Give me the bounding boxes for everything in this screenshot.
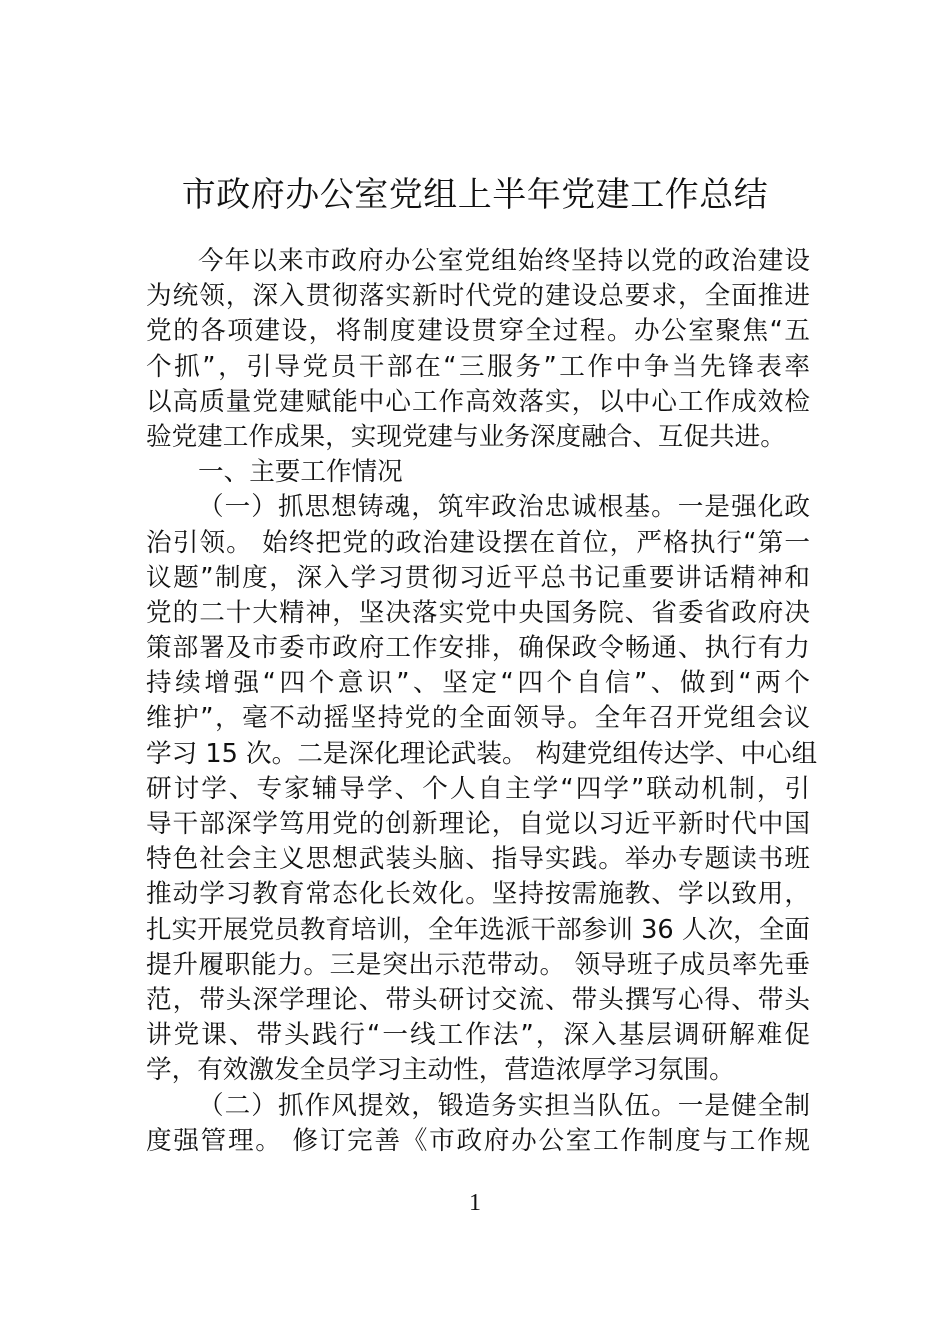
section-heading: 一、主要工作情况 [198,457,403,488]
paragraph-section1-line: 治引领。 始终把党的政治建设摆在首位，严格执行“第一 [146,527,810,558]
paragraph-section1-line: 推动学习教育常态化长效化。坚持按需施教、学以致用， [146,879,810,910]
paragraph-section1-line: 策部署及市委市政府工作安排，确保政令畅通、执行有力 [146,633,810,664]
paragraph-intro-line: 个抓”，引导党员干部在“三服务”工作中争当先锋表率 [146,351,810,382]
paragraph-section1-line: 研讨学、专家辅导学、个人自主学“四学”联动机制，引 [146,773,810,804]
paragraph-section1-line: 导干部深学笃用党的创新理论，自觉以习近平新时代中国 [146,809,810,839]
paragraph-intro-line: 党的各项建设，将制度建设贯穿全过程。办公室聚焦“五 [146,316,810,347]
page-number: 1 [469,1190,481,1216]
paragraph-section1-line: 特色社会主义思想武装头脑、指导实践。举办专题读书班 [146,844,810,875]
paragraph-intro-line: 今年以来市政府办公室党组始终坚持以党的政治建设 [198,246,810,276]
paragraph-intro-line: 为统领，深入贯彻落实新时代党的建设总要求，全面推进 [146,281,810,312]
paragraph-section1-line: （一）抓思想铸魂，筑牢政治忠诚根基。一是强化政 [198,492,810,523]
paragraph-section1-line: 提升履职能力。三是突出示范带动。 领导班子成员率先垂 [146,949,810,980]
document-title: 市政府办公室党组上半年党建工作总结 [181,175,769,215]
paragraph-section1-line: 维护”，毫不动摇坚持党的全面领导。全年召开党组会议 [146,703,810,734]
paragraph-section1-line: 学习 15 次。二是深化理论武装。 构建党组传达学、中心组 [146,738,818,769]
paragraph-section1-line: 党的二十大精神，坚决落实党中央国务院、省委省政府决 [146,597,810,628]
paragraph-section1-line: 范，带头深学理论、带头研讨交流、带头撰写心得、带头 [146,984,810,1015]
paragraph-intro-line: 以高质量党建赋能中心工作高效落实，以中心工作成效检 [146,386,810,417]
document-body [146,244,818,1159]
paragraph-section1-line: 扎实开展党员教育培训，全年选派干部参训 36 人次，全面 [146,914,810,945]
paragraph-section2-line: （二）抓作风提效，锻造务实担当队伍。一是健全制 [198,1090,810,1121]
paragraph-section1-line: 议题”制度，深入学习贯彻习近平总书记重要讲话精神和 [146,562,810,593]
paragraph-intro-line: 验党建工作成果，实现党建与业务深度融合、互促共进。 [146,421,786,452]
paragraph-section1-line: 学，有效激发全员学习主动性，营造浓厚学习氛围。 [146,1055,735,1086]
paragraph-section1-line: 讲党课、带头践行“一线工作法”，深入基层调研解难促 [146,1020,810,1051]
paragraph-section1-line: 持续增强“四个意识”、坚定“四个自信”、做到“两个 [146,668,810,699]
paragraph-section2-line: 度强管理。 修订完善《市政府办公室工作制度与工作规 [146,1125,810,1156]
